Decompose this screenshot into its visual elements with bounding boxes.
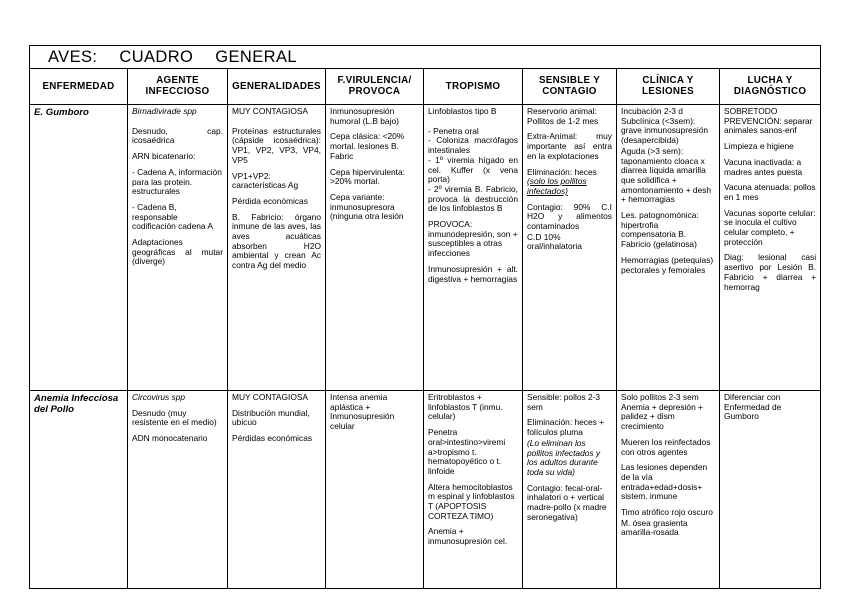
- text: Eritroblastos + linfoblastos T (inmu. celular): [428, 392, 503, 422]
- list-item: - Penetra oral: [428, 125, 479, 136]
- tropism-steps: [428, 127, 518, 214]
- cell-gumboro-tropismo: [424, 105, 523, 391]
- text: Vacunas soporte celular: se inocula el cultivo celular completo, + protección: [724, 207, 816, 247]
- text: Les. patognomónica: hipertrofia compensatoria B. Fabricio (gelatinosa): [621, 210, 699, 250]
- text: Desnudo (muy resistente en el medio): [132, 407, 217, 428]
- cell-anemia-clinica: [617, 391, 720, 589]
- text: Solo pollitos 2-3 sem Anemia + depresión + palidez + dism crecimiento: [621, 392, 703, 432]
- text: Pérdida económicas: [232, 195, 308, 206]
- text: Eliminación: heces: [527, 166, 597, 177]
- text: Distribución mundial, ubicuo: [232, 407, 310, 428]
- title-word-2: CUADRO: [119, 48, 194, 66]
- header-agente: AGENTE INFECCIOSO: [128, 69, 228, 105]
- text: Vacuna inactivada: a madres antes puesta: [724, 156, 803, 177]
- header-lucha: LUCHA Y DIAGNÓSTICO: [720, 69, 821, 105]
- text: Extra-Animal: muy importante así entra en la explotaciones: [527, 131, 612, 161]
- cell-gumboro-agente: [128, 105, 228, 391]
- text: - Cadena A, información para las protein. estructurales: [132, 166, 222, 197]
- header-clinica: CLÍNICA Y LESIONES: [617, 69, 720, 105]
- text: Altera hemocitoblastos m espinal y linfoblastos T (APOPTOSIS CORTEZA TIMO): [428, 481, 515, 521]
- text: MUY CONTAGIOSA: [232, 106, 309, 116]
- disease-name-gumboro: E. Gumboro: [30, 105, 128, 391]
- title-word-3: GENERAL: [215, 48, 297, 66]
- cell-gumboro-virulencia: [326, 105, 424, 391]
- text: Hemorragias (petequias) pectorales y femorales: [621, 254, 714, 275]
- text: Aguda (>3 sem): taponamiento cloaca x diarrea líquida amarilla que solidifica + amontonamiento + desh + hemorragias: [621, 145, 712, 205]
- text: [527, 168, 612, 197]
- cell-gumboro-generalidades: [228, 105, 326, 391]
- text: Linfoblastos tipo B: [428, 106, 497, 116]
- title-word-1: AVES:: [48, 48, 98, 66]
- cell-anemia-agente: [128, 391, 228, 589]
- text: Diferenciar con Enfermedad de Gumboro: [724, 392, 782, 422]
- header-row: [30, 69, 821, 105]
- text: M. ósea grasienta amarilla-rosada: [621, 517, 688, 538]
- text: Diag: lesional casi asertivo por Lesión B. Fabricio + diarrea + hemorrag: [724, 252, 817, 292]
- text: Cepa variante: inmunosupresora (ninguna otra lesión: [330, 191, 404, 222]
- text: ARN bicatenario:: [132, 151, 196, 162]
- text: B. Fabricio: órgano inmune de las aves, las aves acuáticas absorben H2O ambiental y crean Ac contra Ag del medio: [232, 211, 321, 271]
- cell-anemia-lucha: [720, 391, 821, 589]
- text: Incubación 2-3 d Subclínica (<3sem): grave inmunosupresión (desapercibida): [621, 106, 709, 146]
- text: Timo atrófico rojo oscuro: [621, 507, 713, 518]
- cell-anemia-sensible: [523, 391, 617, 589]
- text: VP1+VP2: características Ag: [232, 170, 299, 191]
- header-tropismo: TROPISMO: [424, 69, 523, 105]
- text: Desnudo, cap. icosaédrica: [132, 125, 223, 146]
- header-sensible: SENSIBLE Y CONTAGIO: [523, 69, 617, 105]
- text: Intensa anemia aplástica + Inmunosupresión celular: [330, 392, 395, 432]
- text: Sensible: pollos 2-3 sem: [527, 392, 601, 412]
- cell-gumboro-clinica: [617, 105, 720, 391]
- text: C.D 10% oral/inhalatoria: [527, 231, 582, 252]
- text: Adaptaciones geográficas al mutar (diverge): [132, 237, 223, 267]
- text: Birnadivirade spp: [132, 106, 197, 116]
- text: Reservorio animal: Pollitos de 1-2 mes: [527, 106, 599, 126]
- disease-name-anemia: Anemia Infecciosa del Pollo: [30, 391, 128, 589]
- header-enfermedad: ENFERMEDAD: [30, 69, 128, 105]
- text: Cepa hipervirulenta: >20% mortal.: [330, 166, 405, 187]
- text: Inmunosupresión humoral (L.B bajo): [330, 106, 399, 126]
- title-row: [30, 46, 821, 69]
- list-item: - 2º viremia B. Fabricio, provoca la destrucción de los linfoblastos B: [428, 183, 518, 214]
- text: (solo los pollitos infectados): [527, 176, 587, 196]
- list-item: - 1º viremia hígado en cel. Kuffer (x vena porta): [428, 154, 518, 185]
- text: Vacuna atenuada: pollos en 1 mes: [724, 182, 816, 202]
- text: MUY CONTAGIOSA: [232, 392, 309, 402]
- text: Inmunosupresión + alt. digestiva + hemorragias: [428, 263, 518, 284]
- text: SOBRETODO PREVENCIÓN: separar animales sanos-enf: [724, 106, 813, 136]
- cell-anemia-tropismo: [424, 391, 523, 589]
- text: (Lo eliminan los pollitos infectados y los adultos durante toda su vida): [527, 437, 601, 477]
- text: Contagio: 90% C.I H2O y alimentos contaminados: [527, 201, 612, 232]
- text: ADN monocatenario: [132, 433, 208, 444]
- text: Las lesiones dependen de la vía entrada+edad+dosis+ sistem. inmune: [621, 462, 708, 502]
- cell-gumboro-lucha: [720, 105, 821, 391]
- cell-gumboro-sensible: [523, 105, 617, 391]
- cell-anemia-virulencia: [326, 391, 424, 589]
- table-row-gumboro: [30, 105, 821, 391]
- text: Pérdidas económicas: [232, 433, 313, 444]
- text: - Cadena B, responsable codificación cadena A: [132, 201, 214, 232]
- cell-anemia-generalidades: [228, 391, 326, 589]
- text: Eliminación: heces + folículos pluma: [527, 417, 605, 438]
- text: Penetra oral>intestino>viremi a>tropismo t. hematopoyético o t. linfoide: [428, 427, 506, 476]
- text: Proteínas estructurales (cápside icosaédrica): VP1, VP2, VP3, VP4, VP5: [232, 125, 321, 165]
- text: Mueren los reinfectados con otros agentes: [621, 436, 711, 457]
- table-row-anemia: [30, 391, 821, 589]
- summary-table: [29, 45, 821, 589]
- text: PROVOCA: inmunodepresión, son + susceptibles a otras infecciones: [428, 219, 518, 259]
- text: Cepa clásica: <20% mortal. lesiones B. Fabric: [330, 131, 405, 161]
- text: Limpieza e higiene: [724, 141, 794, 152]
- text: Anemia + inmunosupresión cel.: [428, 526, 508, 547]
- header-generalidades: GENERALIDADES: [228, 69, 326, 105]
- text: Circovirus spp: [132, 392, 186, 402]
- header-virulencia: F.VIRULENCIA/ PROVOCA: [326, 69, 424, 105]
- table-title: [30, 46, 821, 69]
- list-item: - Coloniza macrófagos intestinales: [428, 135, 518, 156]
- text: Contagio: fecal-oral-inhalatori o + vertical madre-pollo (x madre seronegativa): [527, 482, 607, 522]
